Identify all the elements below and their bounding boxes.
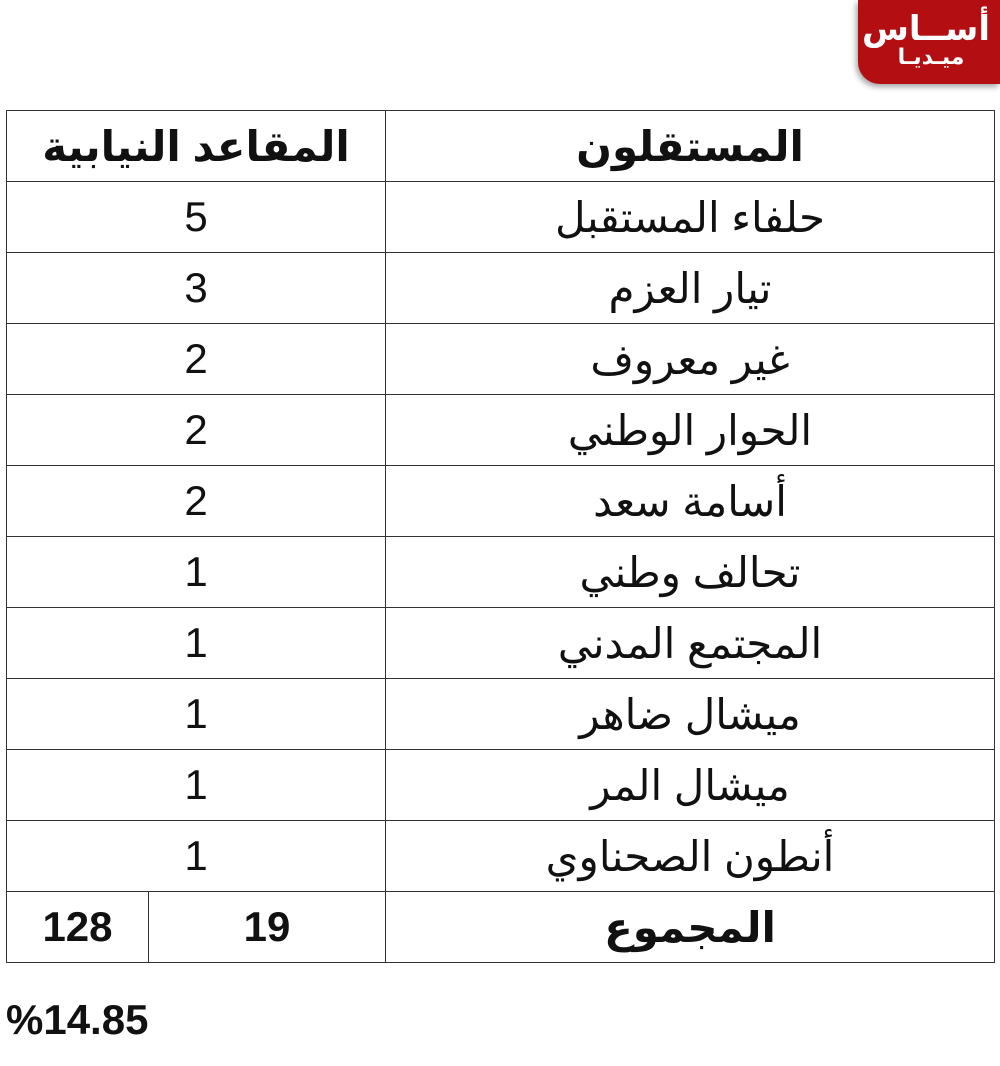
row-seats: 3	[7, 253, 386, 324]
percentage-label: %14.85	[6, 996, 149, 1043]
header-party: المستقلون	[386, 111, 995, 182]
table-row	[7, 182, 995, 253]
logo-line-1: أســاس	[861, 10, 990, 48]
table-row	[7, 608, 995, 679]
row-seats: 2	[7, 324, 386, 395]
row-name: تيار العزم	[386, 253, 995, 324]
row-name: الحوار الوطني	[386, 395, 995, 466]
row-name: ميشال المر	[386, 750, 995, 821]
total-out-of: 128	[7, 892, 149, 963]
brand-logo	[858, 0, 1000, 84]
row-name: تحالف وطني	[386, 537, 995, 608]
total-label: المجموع	[386, 892, 995, 963]
table-row	[7, 750, 995, 821]
row-name: المجتمع المدني	[386, 608, 995, 679]
table-row	[7, 253, 995, 324]
table-row	[7, 821, 995, 892]
row-name: حلفاء المستقبل	[386, 182, 995, 253]
table-row	[7, 679, 995, 750]
table-row	[7, 395, 995, 466]
row-name: أسامة سعد	[386, 466, 995, 537]
row-seats: 5	[7, 182, 386, 253]
row-name: غير معروف	[386, 324, 995, 395]
row-name: ميشال ضاهر	[386, 679, 995, 750]
row-seats: 1	[7, 608, 386, 679]
row-name: أنطون الصحناوي	[386, 821, 995, 892]
table-header-row	[7, 111, 995, 182]
row-seats: 2	[7, 395, 386, 466]
table-row	[7, 324, 995, 395]
total-row	[7, 892, 995, 963]
header-seats: المقاعد النيابية	[7, 111, 386, 182]
row-seats: 1	[7, 537, 386, 608]
table-row	[7, 537, 995, 608]
row-seats: 2	[7, 466, 386, 537]
row-seats: 1	[7, 821, 386, 892]
seats-table	[6, 110, 995, 963]
row-seats: 1	[7, 679, 386, 750]
row-seats: 1	[7, 750, 386, 821]
total-value: 19	[149, 892, 386, 963]
logo-line-2: ميـديـا	[897, 44, 965, 69]
table-row	[7, 466, 995, 537]
